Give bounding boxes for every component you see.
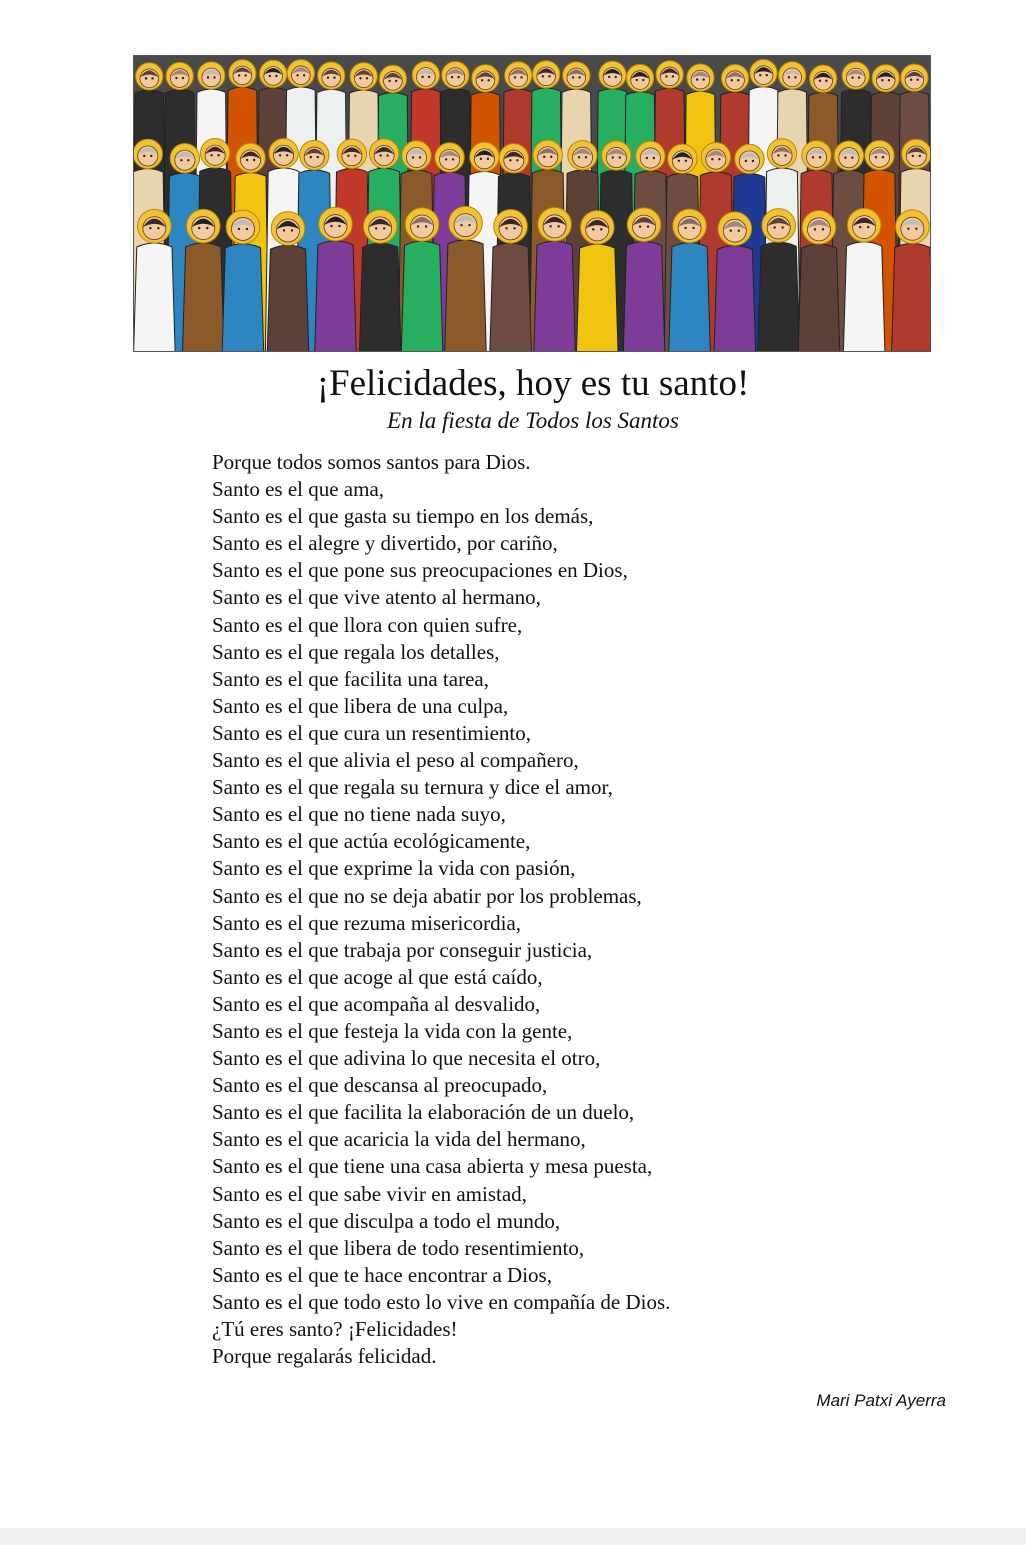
- saint-eye: [653, 157, 655, 159]
- saint-eye: [279, 154, 281, 156]
- saint-robe: [843, 242, 885, 352]
- saint-eye: [180, 159, 182, 161]
- saint-eye: [919, 155, 921, 157]
- poem-line: Santo es el que todo esto lo vive en compañía de Dios.: [212, 1289, 671, 1314]
- poem-line: Porque regalarás felicidad.: [212, 1344, 437, 1369]
- saint-eye: [303, 74, 305, 76]
- saint-eye: [585, 156, 587, 158]
- saint-robe: [534, 241, 576, 352]
- saint-eye: [730, 229, 732, 231]
- saint-eye: [379, 154, 381, 156]
- saint-eye: [330, 225, 332, 227]
- saint-eye: [375, 227, 377, 229]
- saint-eye: [452, 158, 454, 160]
- saint-eye: [702, 78, 704, 80]
- saint-eye: [149, 227, 151, 229]
- saint-eye: [812, 156, 814, 158]
- poem-line: Santo es el que facilita la elaboración de un duelo,: [212, 1100, 635, 1125]
- saint-eye: [692, 227, 694, 229]
- saint-eye: [395, 80, 397, 82]
- poem-line: Santo es el que descansa al preocupado,: [212, 1073, 548, 1098]
- saint-eye: [451, 76, 453, 78]
- poem-line: Santo es el que facilita una tarea,: [212, 666, 489, 691]
- saint-eye: [327, 76, 329, 78]
- saint-eye: [417, 225, 419, 227]
- poem-line: Santo es el que llora con quien sufre,: [212, 612, 523, 637]
- saint-eye: [347, 155, 349, 157]
- saint-eye: [187, 159, 189, 161]
- poem-line: Santo es el alegre y divertido, por cariño,: [212, 531, 558, 556]
- saint-eye: [419, 156, 421, 158]
- saint-eye: [206, 227, 208, 229]
- saint-eye: [646, 157, 648, 159]
- saint-eye: [678, 160, 680, 162]
- saint-eye: [910, 79, 912, 81]
- poem-line: Santo es el que acompaña al desvalido,: [212, 991, 541, 1016]
- saint-robe: [892, 244, 931, 352]
- saint-eye: [557, 225, 559, 227]
- saint-eye: [766, 74, 768, 76]
- saint-eye: [386, 154, 388, 156]
- saint-eye: [858, 76, 860, 78]
- saint-eye: [175, 77, 177, 79]
- saint-eye: [788, 76, 790, 78]
- saint-eye: [916, 79, 918, 81]
- poem-line: Santo es el que acoge al que está caído,: [212, 964, 543, 989]
- saint-eye: [150, 155, 152, 157]
- saint-eye: [548, 75, 550, 77]
- saint-eye: [143, 155, 145, 157]
- saint-eye: [275, 75, 277, 77]
- saint-eye: [354, 155, 356, 157]
- poem-line: Santo es el que actúa ecológicamente,: [212, 829, 531, 854]
- saint-eye: [781, 226, 783, 228]
- saint-eye: [844, 156, 846, 158]
- saint-eye: [647, 225, 649, 227]
- saint-eye: [907, 228, 909, 230]
- saint-eye: [151, 77, 153, 79]
- saint-eye: [819, 80, 821, 82]
- saint-robe: [401, 241, 443, 352]
- author-signature: Mari Patxi Ayerra: [816, 1391, 946, 1410]
- saint-eye: [310, 156, 312, 158]
- saint-eye: [825, 80, 827, 82]
- saint-eye: [794, 76, 796, 78]
- saint-eye: [207, 76, 209, 78]
- saint-eye: [608, 76, 610, 78]
- saint-eye: [145, 77, 147, 79]
- saint-eye: [520, 76, 522, 78]
- saint-eye: [480, 158, 482, 160]
- saint-eye: [737, 79, 739, 81]
- saint-robe: [669, 243, 711, 352]
- saint-eye: [777, 154, 779, 156]
- saint-eye: [217, 154, 219, 156]
- saint-eye: [642, 79, 644, 81]
- poem-line: Santo es el que tiene una casa abierta y mesa puesta,: [212, 1154, 653, 1179]
- saint-eye: [711, 158, 713, 160]
- saint-eye: [822, 228, 824, 230]
- saint-eye: [445, 158, 447, 160]
- poem-line: Santo es el que te hace encontrar a Dios,: [212, 1262, 552, 1287]
- saint-eye: [366, 77, 368, 79]
- saint-robe: [359, 243, 401, 352]
- saint-eye: [481, 79, 483, 81]
- saint-eye: [875, 156, 877, 158]
- saint-eye: [752, 160, 754, 162]
- poem-line: Santo es el que disculpa a todo el mundo,: [212, 1208, 561, 1233]
- saint-robe: [758, 242, 800, 352]
- saint-eye: [269, 75, 271, 77]
- saint-eye: [784, 154, 786, 156]
- saint-eye: [246, 228, 248, 230]
- saint-eye: [412, 156, 414, 158]
- poem-line: Santo es el que festeja la vida con la gente,: [212, 1018, 573, 1043]
- saint-eye: [428, 76, 430, 78]
- saint-eye: [592, 228, 594, 230]
- saint-eye: [246, 159, 248, 161]
- saint-eye: [468, 224, 470, 226]
- saint-robe: [714, 245, 756, 352]
- saint-robe: [576, 244, 618, 352]
- saint-eye: [543, 156, 545, 158]
- saint-eye: [745, 160, 747, 162]
- saint-eye: [615, 76, 617, 78]
- saint-eye: [238, 228, 240, 230]
- saint-eye: [882, 156, 884, 158]
- saint-eye: [338, 225, 340, 227]
- saint-eye: [881, 79, 883, 81]
- saint-eye: [291, 229, 293, 231]
- saint-robe: [445, 240, 487, 352]
- saint-eye: [600, 228, 602, 230]
- saint-eye: [819, 156, 821, 158]
- viewer-bottom-bar: [0, 1528, 1026, 1545]
- page-subtitle: En la fiesta de Todos los Santos: [387, 408, 679, 433]
- saint-eye: [859, 226, 861, 228]
- saint-eye: [487, 158, 489, 160]
- saint-eye: [283, 229, 285, 231]
- poem-line: Santo es el que pone sus preocupaciones en Dios,: [212, 558, 628, 583]
- saint-eye: [619, 156, 621, 158]
- saint-eye: [333, 76, 335, 78]
- saint-eye: [509, 159, 511, 161]
- saint-eye: [851, 156, 853, 158]
- saint-eye: [182, 77, 184, 79]
- poem-line: Santo es el que cura un resentimiento,: [212, 720, 531, 745]
- saint-eye: [388, 80, 390, 82]
- saint-eye: [888, 79, 890, 81]
- poem-line: Santo es el que vive atento al hermano,: [212, 585, 541, 610]
- saint-eye: [685, 160, 687, 162]
- saint-eye: [572, 76, 574, 78]
- saint-eye: [915, 228, 917, 230]
- saint-robe: [134, 243, 175, 352]
- saint-eye: [578, 76, 580, 78]
- saint-eye: [612, 156, 614, 158]
- poem-body: [212, 449, 932, 1370]
- saint-eye: [696, 78, 698, 80]
- saint-robe: [222, 244, 264, 352]
- saint-robe: [182, 243, 224, 352]
- saints-illustration: [133, 55, 931, 352]
- saint-eye: [672, 75, 674, 77]
- poem-line: Santo es el que regala su ternura y dice el amor,: [212, 775, 613, 800]
- saint-eye: [549, 225, 551, 227]
- poem-line: Santo es el que alivia el peso al compañero,: [212, 748, 579, 773]
- saint-eye: [317, 156, 319, 158]
- saint-eye: [684, 227, 686, 229]
- saint-eye: [421, 76, 423, 78]
- saint-robe: [623, 241, 665, 352]
- saint-eye: [912, 155, 914, 157]
- poem-line: Santo es el que gasta su tiempo en los demás,: [212, 504, 594, 529]
- poem-line: Porque todos somos santos para Dios.: [212, 450, 531, 474]
- saint-robe: [267, 245, 309, 352]
- saint-eye: [457, 76, 459, 78]
- saint-eye: [773, 226, 775, 228]
- saint-eye: [157, 227, 159, 229]
- saint-eye: [296, 74, 298, 76]
- saint-eye: [550, 156, 552, 158]
- poem-line: Santo es el que sabe vivir en amistad,: [212, 1181, 527, 1206]
- saint-eye: [665, 75, 667, 77]
- saint-eye: [759, 74, 761, 76]
- poem-line: Santo es el que acaricia la vida del hermano,: [212, 1127, 586, 1152]
- saint-eye: [198, 227, 200, 229]
- saint-eye: [244, 74, 246, 76]
- saint-eye: [514, 76, 516, 78]
- saint-eye: [253, 159, 255, 161]
- saint-eye: [718, 158, 720, 160]
- saint-eye: [505, 227, 507, 229]
- saint-eye: [359, 77, 361, 79]
- page-title: ¡Felicidades, hoy es tu santo!: [316, 363, 750, 404]
- poem-line: Santo es el que regala los detalles,: [212, 639, 500, 664]
- poem-line: Santo es el que no tiene nada suyo,: [212, 802, 506, 827]
- poem-line: Santo es el que libera de todo resentimiento,: [212, 1235, 585, 1260]
- saints-crowd-image: [134, 56, 931, 352]
- saint-eye: [286, 154, 288, 156]
- saint-eye: [639, 225, 641, 227]
- poem-line: Santo es el que ama,: [212, 477, 385, 502]
- saint-eye: [867, 226, 869, 228]
- poem-line: Santo es el que trabaja por conseguir justicia,: [212, 937, 593, 962]
- saint-robe: [315, 241, 357, 352]
- poem-line: Santo es el que rezuma misericordia,: [212, 910, 522, 935]
- saint-eye: [487, 79, 489, 81]
- saint-eye: [516, 159, 518, 161]
- saint-eye: [238, 74, 240, 76]
- saint-eye: [814, 228, 816, 230]
- saint-eye: [383, 227, 385, 229]
- poem-line: Santo es el que adivina lo que necesita el otro,: [212, 1046, 601, 1071]
- saint-robe: [798, 244, 840, 352]
- saint-eye: [851, 76, 853, 78]
- saint-eye: [513, 227, 515, 229]
- saint-eye: [460, 224, 462, 226]
- saint-eye: [636, 79, 638, 81]
- poem-line: Santo es el que exprime la vida con pasión,: [212, 856, 576, 881]
- saint-eye: [213, 76, 215, 78]
- saint-eye: [731, 79, 733, 81]
- saint-eye: [425, 225, 427, 227]
- saint-eye: [210, 154, 212, 156]
- saint-eye: [542, 75, 544, 77]
- saint-eye: [578, 156, 580, 158]
- saint-eye: [738, 229, 740, 231]
- poem-line: Santo es el que libera de una culpa,: [212, 693, 509, 718]
- poem-line: Santo es el que no se deja abatir por los problemas,: [212, 883, 642, 908]
- saint-robe: [490, 243, 532, 352]
- poem-line: ¿Tú eres santo? ¡Felicidades!: [212, 1317, 458, 1341]
